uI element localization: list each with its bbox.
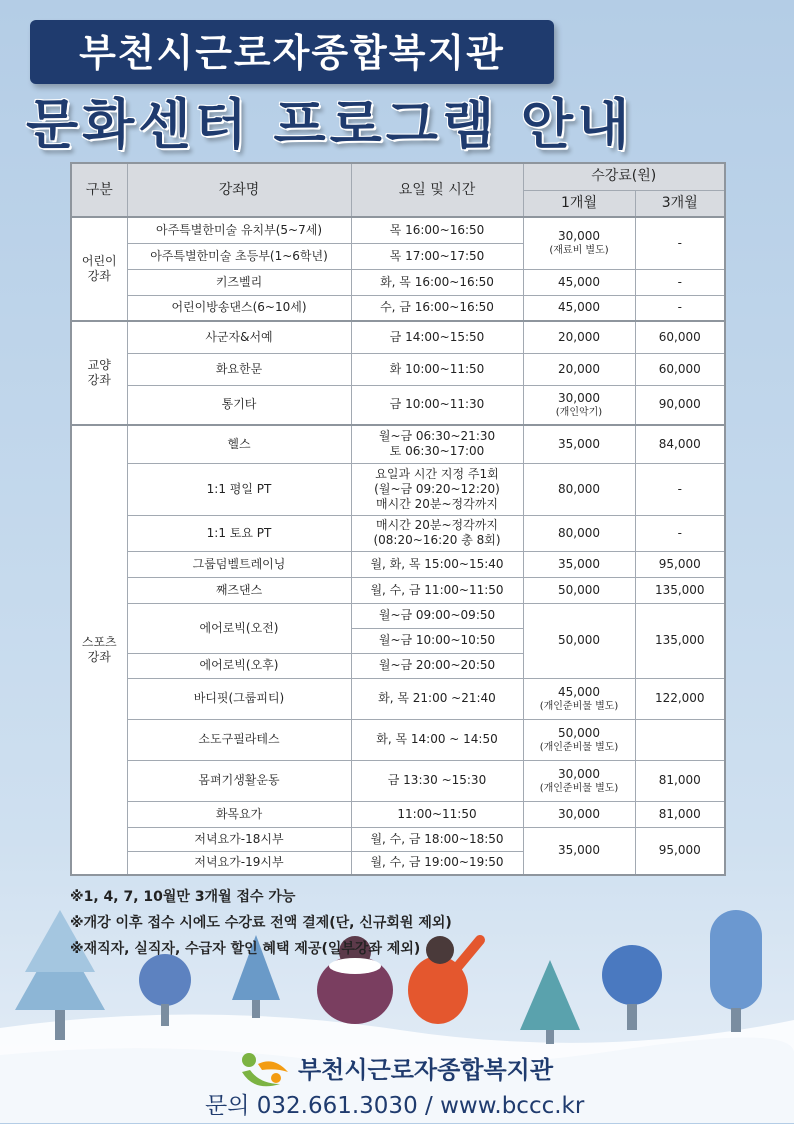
fee-one-month: 20,000: [523, 321, 635, 353]
course-schedule: 화, 목 21:00 ~21:40: [351, 678, 523, 719]
fee-three-month: 135,000: [635, 577, 725, 603]
note-item: ※1, 4, 7, 10월만 3개월 접수 가능: [70, 889, 296, 905]
category-kids: 어린이 강좌: [71, 217, 127, 321]
course-name: 그룹덤벨트레이닝: [127, 551, 351, 577]
fee-one-month: 80,000: [523, 463, 635, 515]
course-schedule: 금 10:00~11:30: [351, 385, 523, 425]
header-one-month: 1개월: [523, 190, 635, 217]
course-schedule: 화, 목 14:00 ~ 14:50: [351, 719, 523, 760]
fee-three-month: -: [635, 217, 725, 269]
category-culture: 교양 강좌: [71, 321, 127, 425]
fee-three-month: 90,000: [635, 385, 725, 425]
course-name: 통기타: [127, 385, 351, 425]
course-name: 에어로빅(오전): [127, 603, 351, 653]
course-schedule: 금 13:30 ~15:30: [351, 760, 523, 801]
table-row: [71, 577, 725, 603]
fee-three-month: 122,000: [635, 678, 725, 719]
page-subtitle: 문화센터 프로그램 안내: [26, 93, 634, 156]
program-table: [70, 162, 726, 876]
fee-one-month: 80,000: [523, 515, 635, 551]
course-schedule: 금 14:00~15:50: [351, 321, 523, 353]
course-name: 몸펴기생활운동: [127, 760, 351, 801]
course-name: 아주특별한미술 초등부(1~6학년): [127, 243, 351, 269]
footer-contact: 문의 032.661.3030 / www.bccc.kr: [205, 1093, 585, 1119]
notes-list: [70, 884, 630, 962]
course-name: 화요한문: [127, 353, 351, 385]
table-row: [71, 603, 725, 628]
course-schedule: 목 16:00~16:50: [351, 217, 523, 243]
fee-one-month: 50,000: [523, 603, 635, 678]
course-name: 소도구필라테스: [127, 719, 351, 760]
course-schedule: 요일과 시간 지정 주1회 (월~금 09:20~12:20) 매시간 20분~정각까지: [351, 463, 523, 515]
course-schedule: 월, 수, 금 11:00~11:50: [351, 577, 523, 603]
fee-one-month: 30,000 (재료비 별도): [523, 217, 635, 269]
fee-three-month: 81,000: [635, 801, 725, 827]
note-item: ※재직자, 실직자, 수급자 할인 혜택 제공(일부강좌 제외): [70, 941, 421, 957]
fee-one-month: 35,000: [523, 551, 635, 577]
fee-one-month: 45,000 (개인준비물 별도): [523, 678, 635, 719]
fee-one-month: 45,000: [523, 295, 635, 321]
course-schedule: 월, 수, 금 19:00~19:50: [351, 851, 523, 875]
fee-one-month: 20,000: [523, 353, 635, 385]
course-schedule: 월, 화, 목 15:00~15:40: [351, 551, 523, 577]
course-schedule: 목 17:00~17:50: [351, 243, 523, 269]
table-row: [71, 385, 725, 425]
course-schedule: 수, 금 16:00~16:50: [351, 295, 523, 321]
course-name: 사군자&서예: [127, 321, 351, 353]
course-schedule: 화, 목 16:00~16:50: [351, 269, 523, 295]
fee-three-month: 95,000: [635, 551, 725, 577]
course-name: 헬스: [127, 425, 351, 463]
tree-icon: [710, 910, 762, 1032]
fee-three-month: -: [635, 463, 725, 515]
fee-one-month: 35,000: [523, 827, 635, 875]
course-name: 바디핏(그룹피티): [127, 678, 351, 719]
fee-three-month: -: [635, 295, 725, 321]
fee-one-month: 50,000: [523, 577, 635, 603]
course-schedule: 월~금 20:00~20:50: [351, 653, 523, 678]
course-name: 아주특별한미술 유치부(5~7세): [127, 217, 351, 243]
table-row: [71, 425, 725, 463]
table-row: [71, 515, 725, 551]
course-schedule: 11:00~11:50: [351, 801, 523, 827]
course-name: 저녁요가-19시부: [127, 851, 351, 875]
page-title: 부천시근로자종합복지관: [79, 31, 505, 75]
table-row: [71, 678, 725, 719]
course-schedule: 매시간 20분~정각까지 (08:20~16:20 총 8회): [351, 515, 523, 551]
course-name: 1:1 토요 PT: [127, 515, 351, 551]
table-row: [71, 269, 725, 295]
course-name: 어린이방송댄스(6~10세): [127, 295, 351, 321]
course-schedule: 월~금 10:00~10:50: [351, 628, 523, 653]
org-logo-icon: [236, 1050, 294, 1092]
fee-three-month: 60,000: [635, 321, 725, 353]
table-row: [71, 295, 725, 321]
fee-one-month: 30,000 (개인악기): [523, 385, 635, 425]
header-course: 강좌명: [127, 163, 351, 217]
table-row: [71, 321, 725, 353]
course-name: 1:1 평일 PT: [127, 463, 351, 515]
table-row: [71, 801, 725, 827]
table-row: [71, 719, 725, 760]
fee-three-month: 135,000: [635, 603, 725, 678]
fee-one-month: 30,000 (개인준비물 별도): [523, 760, 635, 801]
table-row: [71, 353, 725, 385]
fee-three-month: 81,000: [635, 760, 725, 801]
tree-icon: [520, 960, 580, 1044]
fee-one-month: 30,000: [523, 801, 635, 827]
course-name: 키즈벨리: [127, 269, 351, 295]
header-category: 구분: [71, 163, 127, 217]
course-name: 째즈댄스: [127, 577, 351, 603]
table-row: [71, 760, 725, 801]
category-sports: 스포츠 강좌: [71, 425, 127, 875]
course-name: 화목요가: [127, 801, 351, 827]
course-schedule: 월, 수, 금 18:00~18:50: [351, 827, 523, 851]
fee-three-month: 60,000: [635, 353, 725, 385]
fee-three-month: [635, 719, 725, 760]
course-name: 에어로빅(오후): [127, 653, 351, 678]
course-schedule: 화 10:00~11:50: [351, 353, 523, 385]
header-fee: 수강료(원): [523, 163, 725, 190]
note-item: ※개강 이후 접수 시에도 수강료 전액 결제(단, 신규회원 제외): [70, 915, 452, 931]
fee-one-month: 50,000 (개인준비물 별도): [523, 719, 635, 760]
fee-three-month: 84,000: [635, 425, 725, 463]
header-three-month: 3개월: [635, 190, 725, 217]
table-row: [71, 217, 725, 243]
footer-org-name: 부천시근로자종합복지관: [298, 1056, 554, 1084]
table-row: [71, 551, 725, 577]
fee-three-month: 95,000: [635, 827, 725, 875]
fee-three-month: -: [635, 269, 725, 295]
fee-three-month: -: [635, 515, 725, 551]
fee-one-month: 35,000: [523, 425, 635, 463]
header-schedule: 요일 및 시간: [351, 163, 523, 217]
table-row: [71, 463, 725, 515]
fee-one-month: 45,000: [523, 269, 635, 295]
table-row: [71, 827, 725, 851]
course-name: 저녁요가-18시부: [127, 827, 351, 851]
course-schedule: 월~금 09:00~09:50: [351, 603, 523, 628]
course-schedule: 월~금 06:30~21:30 토 06:30~17:00: [351, 425, 523, 463]
